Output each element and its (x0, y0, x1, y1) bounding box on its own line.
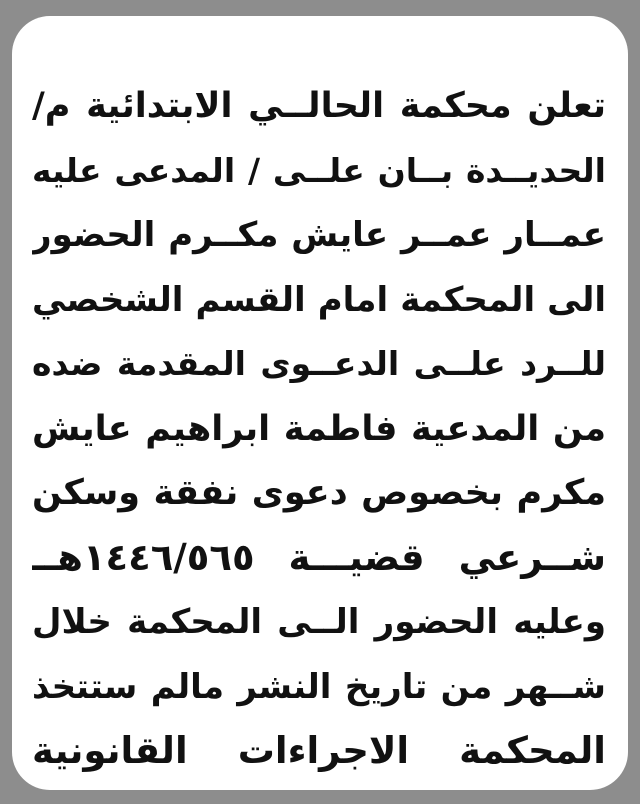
notice-line: شــهر من تاريخ النشر مالم ستتخذ (32, 666, 606, 707)
notice-text (32, 74, 606, 784)
notice-line: شــرعي قضيـــة ١٤٤٦/٥٦٥هــ (32, 535, 606, 579)
notice-line: للــرد علــى الدعــوى المقدمة ضده (32, 344, 606, 383)
notice-line: المحكمة الاجراءات القانونية (32, 729, 606, 772)
notice-card (12, 16, 628, 790)
notice-line: وعليه الحضور الــى المحكمة خلال (32, 602, 606, 642)
notice-line: الحديــدة بــان علــى / المدعى عليه (32, 150, 606, 190)
notice-line: مكرم بخصوص دعوى نفقة وسكن (32, 473, 606, 513)
notice-line: تعلن محكمة الحالــي الابتدائية م/ (32, 86, 606, 126)
notice-line: من المدعية فاطمة ابراهيم عايش (32, 408, 606, 449)
notice-line: الى المحكمة امام القسم الشخصي (32, 279, 606, 320)
notice-line: عمــار عمــر عايش مكــرم الحضور (32, 215, 606, 255)
